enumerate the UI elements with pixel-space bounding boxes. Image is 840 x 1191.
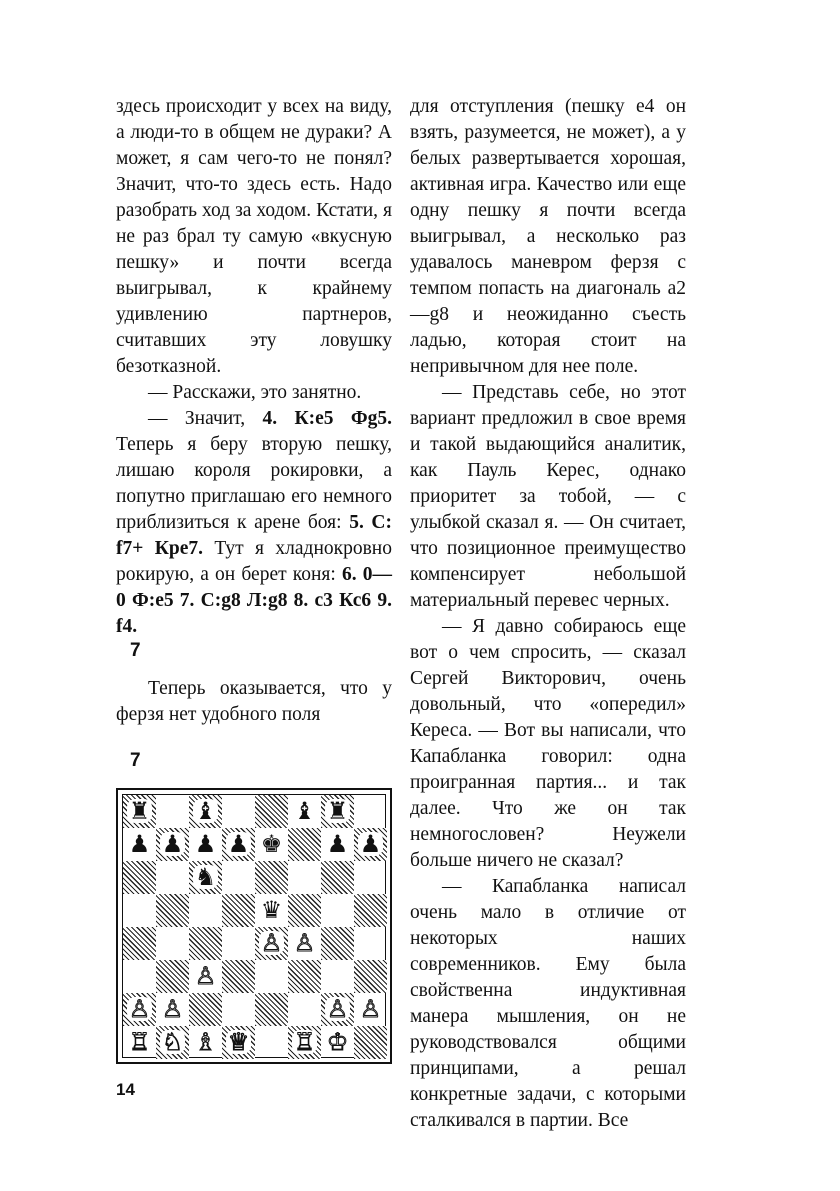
board-square-d3 [222, 960, 255, 993]
board-square-g5 [321, 894, 354, 927]
board-square-d6 [222, 861, 255, 894]
white-rook-icon: ♖ [128, 1028, 151, 1056]
white-king-icon: ♔ [326, 1028, 349, 1056]
left-column [116, 94, 392, 640]
white-pawn-icon: ♙ [260, 929, 283, 957]
white-pawn-icon: ♙ [326, 995, 349, 1023]
left-column-continued [116, 676, 392, 728]
black-bishop-icon: ♝ [194, 797, 217, 825]
board-square-g4 [321, 927, 354, 960]
left-paragraph-4: Теперь оказывается, что у ферзя нет удобного поля [116, 678, 392, 725]
black-pawn-icon: ♟ [194, 830, 217, 858]
left-paragraph-2: — Расскажи, это занятно. [148, 382, 362, 403]
white-pawn-icon: ♙ [359, 995, 382, 1023]
board-square-g6 [321, 861, 354, 894]
board-square-f2 [288, 993, 321, 1026]
board-square-g3 [321, 960, 354, 993]
chess-board [122, 794, 386, 1058]
board-square-c2 [189, 993, 222, 1026]
board-square-h5 [354, 894, 387, 927]
board-square-h8 [354, 795, 387, 828]
board-square-d2 [222, 993, 255, 1026]
text-segment: Теперь я беру вторую пешку, лишаю короля рокировки, а попутно приглашаю его немного приблизиться к арене боя: [116, 434, 392, 533]
black-pawn-icon: ♟ [359, 830, 382, 858]
black-knight-icon: ♞ [194, 863, 217, 891]
right-paragraph-3: — Я давно собираюсь еще вот о чем спросить, — сказал Сергей Викторович, очень довольный, что «опередил» Кереса. — Вот вы написали, что Капабланка говорил: одна проигранная партия... и так далее. Что же он так немногословен? Неужели больше ничего не сказал? [410, 616, 686, 871]
white-pawn-icon: ♙ [194, 962, 217, 990]
chess-diagram [116, 788, 392, 1064]
white-bishop-icon: ♗ [194, 1028, 217, 1056]
board-square-c4 [189, 927, 222, 960]
board-square-b5 [156, 894, 189, 927]
board-square-d5 [222, 894, 255, 927]
white-pawn-icon: ♙ [161, 995, 184, 1023]
board-square-d4 [222, 927, 255, 960]
board-square-e3 [255, 960, 288, 993]
board-square-f7 [288, 828, 321, 861]
right-column [410, 94, 686, 1134]
board-square-f6 [288, 861, 321, 894]
chess-moves: 5. С: f7+ Кре7. [116, 512, 393, 559]
board-square-h1 [354, 1026, 387, 1059]
right-paragraph-2: — Представь себе, но этот вариант предложил в свое время и такой выдающийся аналитик, как Пауль Керес, однако приоритет за тобой, — с улыбкой сказал я. — Он считает, что позиционное преимущество компенсирует небольшой материальный перевес черных. [410, 382, 686, 611]
black-pawn-icon: ♟ [128, 830, 151, 858]
left-paragraph-3 [116, 406, 392, 640]
white-queen-icon: ♕ [227, 1028, 250, 1056]
black-king-icon: ♚ [260, 830, 283, 858]
board-square-a6 [123, 861, 156, 894]
black-pawn-icon: ♟ [326, 830, 349, 858]
text-segment: Тут я хладнокровно рокирую, а он берет коня: [116, 538, 392, 585]
board-square-b4 [156, 927, 189, 960]
diagram-number: 7 [130, 750, 141, 771]
black-pawn-icon: ♟ [161, 830, 184, 858]
board-square-h3 [354, 960, 387, 993]
black-pawn-icon: ♟ [227, 830, 250, 858]
board-square-a3 [123, 960, 156, 993]
right-paragraph-4: — Капабланка написал очень мало в отличие от некоторых наших современников. Ему была свойственна индуктивная манера мышления, он не руководствовался общими принципами, а решал конкретные задачи, с которыми сталкивался в партии. Все [410, 876, 686, 1131]
white-rook-icon: ♖ [293, 1028, 316, 1056]
board-square-d8 [222, 795, 255, 828]
section-number: 7 [130, 640, 141, 661]
board-square-a5 [123, 894, 156, 927]
board-square-a4 [123, 927, 156, 960]
white-pawn-icon: ♙ [128, 995, 151, 1023]
board-square-e6 [255, 861, 288, 894]
black-queen-icon: ♛ [260, 896, 283, 924]
board-square-h4 [354, 927, 387, 960]
black-bishop-icon: ♝ [293, 797, 316, 825]
board-square-h6 [354, 861, 387, 894]
board-square-e2 [255, 993, 288, 1026]
chess-moves: 6. 0—0 Ф:е5 7. С:g8 Л:g8 8. с3 Кс6 9. f4. [116, 564, 392, 637]
board-square-b6 [156, 861, 189, 894]
left-paragraph-1: здесь происходит у всех на виду, а люди-то в общем не дураки? А может, я сам чего-то не понял? Значит, что-то здесь есть. Надо разобрать ход за ходом. Кстати, я не раз брал ту самую «вкусную пешку» и почти всегда выигрывал, к крайнему удивлению партнеров, считавших эту ловушку безотказной. [116, 96, 392, 377]
white-knight-icon: ♘ [161, 1028, 184, 1056]
white-pawn-icon: ♙ [293, 929, 316, 957]
page-number: 14 [116, 1080, 135, 1099]
black-rook-icon: ♜ [326, 797, 349, 825]
board-square-c5 [189, 894, 222, 927]
right-paragraph-1: для отступления (пешку е4 он взять, разумеется, не может), а у белых развертывается хорошая, активная игра. Качество или еще одну пешку я почти всегда выигрывал, а несколько раз удавалось маневром ферзя с темпом попасть на диагональ а2—g8 и неожиданно съесть ладью, которая стоит на непривычном для нее поле. [410, 96, 686, 377]
board-square-e1 [255, 1026, 288, 1059]
board-square-f3 [288, 960, 321, 993]
board-square-e8 [255, 795, 288, 828]
board-square-b8 [156, 795, 189, 828]
board-square-f5 [288, 894, 321, 927]
black-rook-icon: ♜ [128, 797, 151, 825]
board-square-b3 [156, 960, 189, 993]
text-segment: — Значит, [148, 408, 263, 429]
chess-moves: 4. К:е5 Фg5. [262, 408, 392, 429]
